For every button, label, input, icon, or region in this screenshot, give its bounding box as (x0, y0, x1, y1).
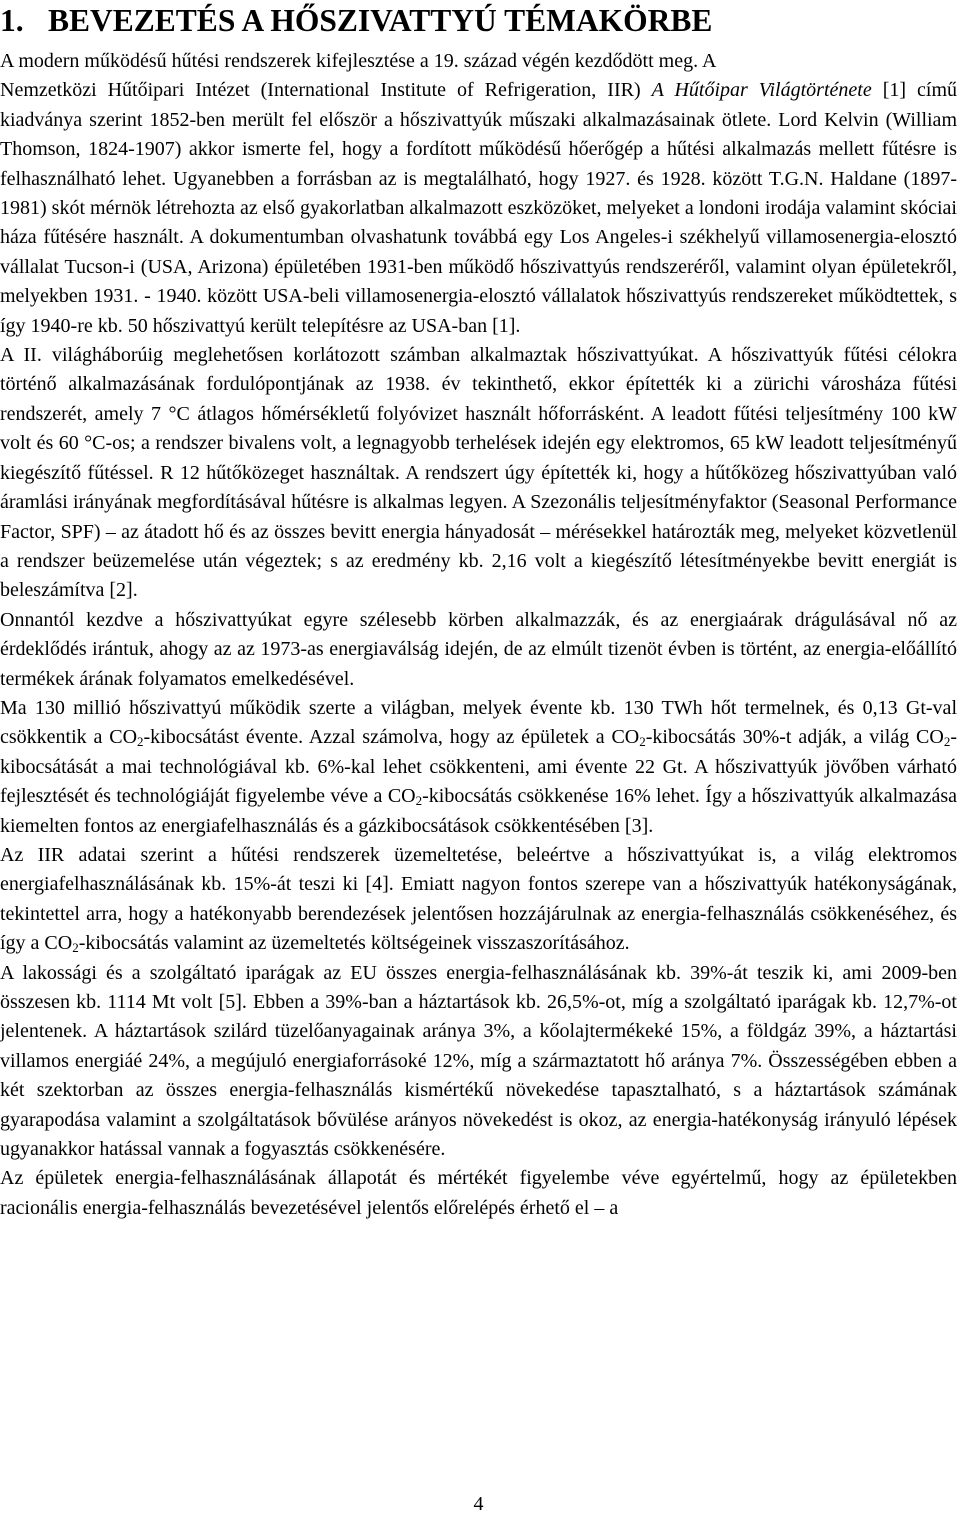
paragraph-growth: Onnantól kezdve a hőszivattyúkat egyre szélesebb körben alkalmazzák, és az energiaárak drágulásával nő az érdeklődés irántuk, ahogy az az 1973-as energiaválság idején, de az elmúlt tizenöt évben is történt, az energia-előállító termékek árának folyamatos emelkedésével. (0, 608, 957, 690)
paragraph-co2 (0, 694, 957, 841)
publication-title: A Hűtőipar Világtörténete (651, 79, 872, 102)
paragraph-zurich: A II. világháborúig meglehetősen korlátozott számban alkalmaztak hőszivattyúkat. A hőszivattyúk fűtési célokra történő alkalmazásának fordulópontjának az 1938. év tekinthető, ekkor építették ki a zürichi városháza fűtési rendszerét, amely 7 °C átlagos hőmérsékletű folyóvizet használt hőforrásként. A leadott fűtési teljesítmény 100 kW volt és 60 °C-os; a rendszer bivalens volt, a legnagyobb terhelések idején egy elektromos, 65 kW leadott teljesítményű kiegészítő fűtéssel. R 12 hűtőközeget használtak. A rendszert úgy építették ki, hogy a hűtőközeg hőszivattyúban való áramlási irányának megfordításával hűtésre is alkalmas legyen. A Szezonális teljesítményfaktor (Seasonal Performance Factor, SPF) – az átadott hő és az összes bevitt energia hányadosát – mérésekkel határozták meg, melyeket közvetlenül a rendszer beüzemelése után végeztek; s az eredmény kb. 2,16 volt a kiegészítő létesítményekbe bevitt energiát is beleszámítva [2]. (0, 344, 957, 602)
paragraph-history (0, 47, 957, 341)
chapter-title: BEVEZETÉS A HŐSZIVATTYÚ TÉMAKÖRBE (48, 3, 713, 38)
co2-subscript: 2 (639, 734, 646, 750)
paragraph-co2-text-b: -kibocsátást évente. Azzal számolva, hogy az épületek a CO (143, 726, 640, 749)
co2-subscript: 2 (72, 940, 79, 956)
page-number: 4 (473, 1493, 484, 1515)
paragraph-iir (0, 841, 957, 959)
paragraph-eu-energy: A lakossági és a szolgáltató iparágak az EU összes energia-felhasználásának kb. 39%-át teszik ki, ami 2009-ben összesen kb. 1114 Mt volt [5]. Ebben a 39%-ban a háztartások kb. 26,5%-ot, míg a szolgáltató iparágak kb. 12,7%-ot jelentenek. A háztartások szilárd tüzelőanyagainak aránya 3%, a kőolajtermékeké 15%, a földgáz 39%, a háztartási villamos energiáé 24%, a megújuló energiaforrásoké 12%, míg a származtatott hő aránya 7%. Összességében ebben a két szektorban az összes energia-felhasználás kismértékű növekedése tapasztalható, s a háztartások számának gyarapodása valamint a szolgáltatások bővülése arányos növekedést is okoz, az energia-hatékonyság irányuló lépések ugyanakkor hatással vannak a fogyasztás csökkenésére. (0, 961, 957, 1161)
co2-subscript: 2 (415, 793, 423, 809)
paragraph-co2-text-d: -kibocsátását a mai technológiával kb. 6%-kal lehet csökkenteni, ami évente 22 Gt. A hőszivattyúk jövőben várható fejlesztését és technológiáját figyelembe véve a CO (0, 726, 958, 808)
paragraph-co2-text-c: -kibocsátás 30%-t adják, a világ CO (645, 726, 944, 749)
paragraph-history-first-line: A modern működésű hűtési rendszerek kifejlesztése a 19. század végén kezdődött meg. A (0, 50, 717, 72)
paragraph-iir-text-b: -kibocsátás valamint az üzemeltetés költségeinek visszaszorításához. (78, 932, 630, 955)
paragraph-co2-text-e: -kibocsátás csökkenése 16% lehet. Így a hőszivattyúk alkalmazása kiemelten fontos az energiafelhasználás és a gázkibocsátások csökkentésében [3]. (0, 785, 957, 837)
paragraph-history-text-a: Nemzetközi Hűtőipari Intézet (International Institute of Refrigeration, IIR) (0, 79, 652, 102)
paragraph-buildings: Az épületek energia-felhasználásának állapotát és mértékét figyelembe véve egyértelmű, hogy az épületekben racionális energia-felhasználás bevezetésével jelentős előrelépés érhető el – a (0, 1167, 957, 1219)
paragraph-history-text-b: [1] című kiadványa szerint 1852-ben merült fel először a hőszivattyúk műszaki alkalmazásainak ötlete. Lord Kelvin (William Thomson, 1824-1907) akkor ismerte fel, hogy a fordított működésű hőerőgép a hűtési alkalmazás mellett fűtésre is felhasználható lehet. Ugyanebben a forrásban az is megtalálható, hogy 1927. és 1928. között T.G.N. Haldane (1897-1981) skót mérnök létrehozta az első gyakorlatban alkalmazott eszközöket, melyeket a londoni irodája valamint skóciai háza fűtésére használt. A dokumentumban olvashatunk továbbá egy Los Angeles-i székhelyű villamosenergia-elosztó vállalat Tucson-i (USA, Arizona) épületében 1931-ben működő hőszivattyús rendszeréről, valamint olyan épületekről, melyekben 1931. - 1940. között USA-beli villamosenergia-elosztó vállalatok hőszivattyús rendszereket működtettek, s így 1940-re kb. 50 hőszivattyú került telepítésre az USA-ban [1]. (0, 79, 957, 337)
co2-subscript: 2 (943, 734, 951, 750)
chapter-heading (0, 0, 957, 47)
chapter-number: 1. (0, 3, 24, 38)
paragraph-iir-text-a: Az IIR adatai szerint a hűtési rendszerek üzemeltetése, beleértve a hőszivattyúkat is, a világ elektromos energiafelhasználásának kb. 15%-át teszi ki [4]. Emiatt nagyon fontos szerepe van a hőszivattyúk hatékonyságának, tekintettel arra, hogy a hatékonyabb berendezések jelentősen hozzájárulnak az energia-felhasználás csökkenéséhez, és így a CO (0, 843, 957, 955)
paragraph-co2-text-a: Ma 130 millió hőszivattyú működik szerte a világban, melyek évente kb. 130 TWh hőt termelnek, és 0,13 Gt-val csökkentik a CO (0, 696, 957, 749)
co2-subscript: 2 (137, 734, 144, 750)
